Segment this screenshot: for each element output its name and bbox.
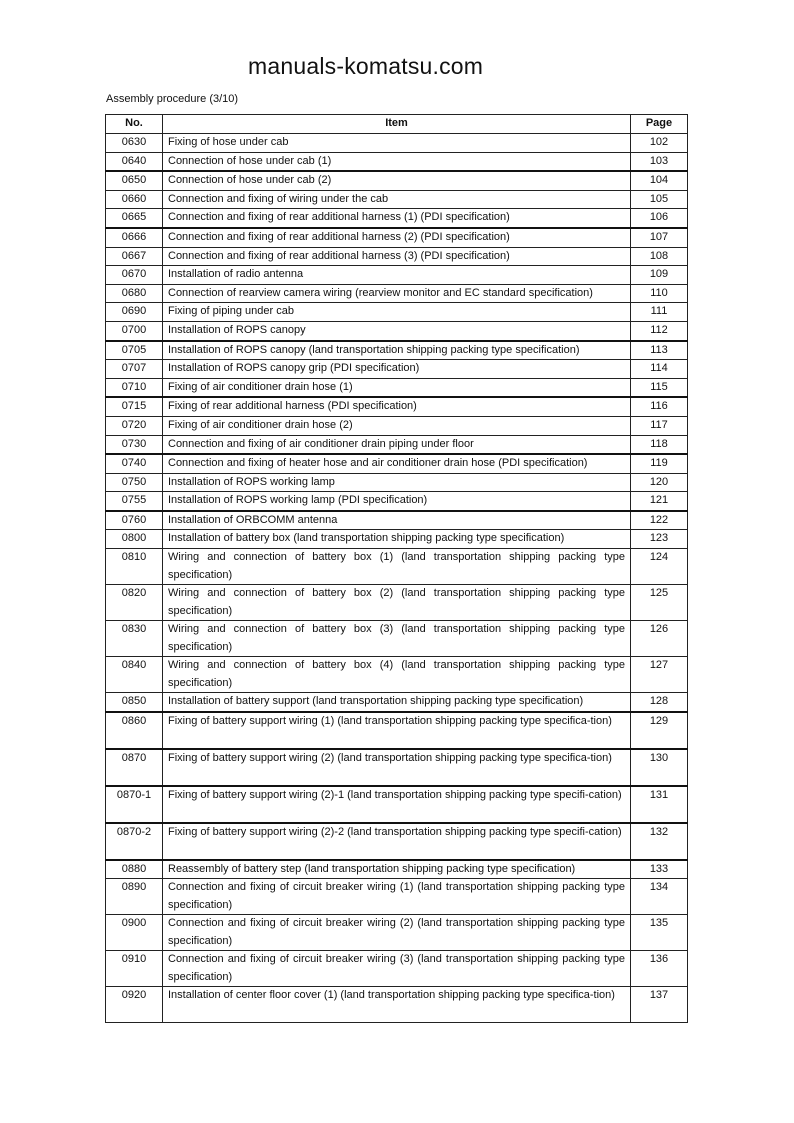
table-row: [106, 303, 688, 322]
table-row: [106, 473, 688, 492]
header-page: Page: [631, 115, 688, 134]
row-number: 0690: [106, 303, 163, 322]
row-page: 102: [631, 134, 688, 153]
row-page: 127: [631, 657, 688, 693]
row-item: Connection and fixing of rear additional harness (3) (PDI specification): [163, 247, 631, 266]
row-number: 0910: [106, 951, 163, 987]
row-page: 125: [631, 585, 688, 621]
row-item: Fixing of air conditioner drain hose (2): [163, 416, 631, 435]
table-row: [106, 134, 688, 153]
row-number: 0870-2: [106, 823, 163, 860]
row-page: 129: [631, 712, 688, 749]
row-number: 0650: [106, 171, 163, 190]
table-row: [106, 712, 688, 749]
table-row: [106, 860, 688, 879]
row-number: 0820: [106, 585, 163, 621]
row-page: 109: [631, 266, 688, 285]
table-row: [106, 152, 688, 171]
table-row: [106, 530, 688, 549]
row-item: Fixing of piping under cab: [163, 303, 631, 322]
row-item: Fixing of battery support wiring (2)-2 (land transportation shipping packing type specifi-cation): [163, 823, 631, 860]
row-item: Connection of hose under cab (1): [163, 152, 631, 171]
row-number: 0630: [106, 134, 163, 153]
row-number: 0760: [106, 511, 163, 530]
table-body: [106, 134, 688, 1023]
row-number: 0640: [106, 152, 163, 171]
table-row: [106, 749, 688, 786]
row-item: Installation of radio antenna: [163, 266, 631, 285]
table-row: [106, 585, 688, 621]
row-page: 126: [631, 621, 688, 657]
table-row: [106, 987, 688, 1023]
table-row: [106, 621, 688, 657]
row-item: Installation of ORBCOMM antenna: [163, 511, 631, 530]
row-item: Fixing of air conditioner drain hose (1): [163, 378, 631, 397]
row-number: 0840: [106, 657, 163, 693]
row-item: Fixing of battery support wiring (2) (land transportation shipping packing type specifica-tion): [163, 749, 631, 786]
table-header-row: [106, 115, 688, 134]
table-row: [106, 397, 688, 416]
table-row: [106, 228, 688, 247]
assembly-procedure-table: [105, 114, 688, 1023]
row-item: Connection and fixing of circuit breaker wiring (1) (land transportation shipping packing type specification): [163, 879, 631, 915]
row-page: 136: [631, 951, 688, 987]
table-row: [106, 209, 688, 228]
row-number: 0870: [106, 749, 163, 786]
row-item: Installation of center floor cover (1) (land transportation shipping packing type specifica-tion): [163, 987, 631, 1023]
row-page: 135: [631, 915, 688, 951]
table-row: [106, 416, 688, 435]
table-row: [106, 951, 688, 987]
watermark: manuals-komatsu.com: [248, 53, 484, 79]
row-item: Installation of ROPS working lamp (PDI specification): [163, 492, 631, 511]
row-page: 128: [631, 693, 688, 712]
row-number: 0900: [106, 915, 163, 951]
header-no: No.: [106, 115, 163, 134]
table-row: [106, 879, 688, 915]
row-item: Fixing of hose under cab: [163, 134, 631, 153]
row-number: 0870-1: [106, 786, 163, 823]
row-item: Connection and fixing of heater hose and air conditioner drain hose (PDI specification): [163, 454, 631, 473]
row-page: 105: [631, 190, 688, 209]
table-row: [106, 454, 688, 473]
row-page: 124: [631, 549, 688, 585]
table-row: [106, 266, 688, 285]
row-number: 0670: [106, 266, 163, 285]
row-number: 0750: [106, 473, 163, 492]
row-number: 0800: [106, 530, 163, 549]
table-row: [106, 915, 688, 951]
row-item: Installation of ROPS working lamp: [163, 473, 631, 492]
header-item: Item: [163, 115, 631, 134]
table-row: [106, 492, 688, 511]
table-row: [106, 435, 688, 454]
row-page: 103: [631, 152, 688, 171]
row-page: 104: [631, 171, 688, 190]
row-item: Reassembly of battery step (land transportation shipping packing type specification): [163, 860, 631, 879]
row-number: 0810: [106, 549, 163, 585]
section-caption: Assembly procedure (3/10): [106, 93, 239, 105]
row-page: 115: [631, 378, 688, 397]
row-page: 137: [631, 987, 688, 1023]
row-number: 0830: [106, 621, 163, 657]
row-item: Installation of ROPS canopy: [163, 321, 631, 340]
row-item: Wiring and connection of battery box (1) (land transportation shipping packing type specification): [163, 549, 631, 585]
row-item: Connection of hose under cab (2): [163, 171, 631, 190]
row-page: 117: [631, 416, 688, 435]
row-item: Connection and fixing of wiring under the cab: [163, 190, 631, 209]
row-item: Installation of ROPS canopy (land transportation shipping packing type specification): [163, 341, 631, 360]
row-item: Fixing of battery support wiring (2)-1 (land transportation shipping packing type specifi-cation): [163, 786, 631, 823]
row-page: 123: [631, 530, 688, 549]
row-item: Connection and fixing of circuit breaker wiring (2) (land transportation shipping packing type specification): [163, 915, 631, 951]
row-number: 0715: [106, 397, 163, 416]
row-page: 106: [631, 209, 688, 228]
row-item: Wiring and connection of battery box (3) (land transportation shipping packing type specification): [163, 621, 631, 657]
row-number: 0920: [106, 987, 163, 1023]
row-page: 114: [631, 360, 688, 379]
table-row: [106, 247, 688, 266]
row-item: Installation of battery support (land transportation shipping packing type specification): [163, 693, 631, 712]
row-item: Installation of ROPS canopy grip (PDI specification): [163, 360, 631, 379]
row-page: 118: [631, 435, 688, 454]
row-item: Connection and fixing of rear additional harness (2) (PDI specification): [163, 228, 631, 247]
table-row: [106, 284, 688, 303]
table-row: [106, 511, 688, 530]
table-row: [106, 657, 688, 693]
table-row: [106, 190, 688, 209]
table-row: [106, 341, 688, 360]
row-page: 110: [631, 284, 688, 303]
table-row: [106, 549, 688, 585]
table-row: [106, 693, 688, 712]
row-page: 112: [631, 321, 688, 340]
row-page: 121: [631, 492, 688, 511]
row-number: 0860: [106, 712, 163, 749]
row-item: Connection and fixing of rear additional harness (1) (PDI specification): [163, 209, 631, 228]
row-number: 0680: [106, 284, 163, 303]
row-page: 122: [631, 511, 688, 530]
row-number: 0740: [106, 454, 163, 473]
row-item: Connection of rearview camera wiring (rearview monitor and EC standard specification): [163, 284, 631, 303]
table-row: [106, 360, 688, 379]
table-row: [106, 786, 688, 823]
row-number: 0705: [106, 341, 163, 360]
row-page: 133: [631, 860, 688, 879]
row-page: 130: [631, 749, 688, 786]
row-item: Installation of battery box (land transportation shipping packing type specification): [163, 530, 631, 549]
row-number: 0720: [106, 416, 163, 435]
row-number: 0755: [106, 492, 163, 511]
table-row: [106, 321, 688, 340]
row-item: Connection and fixing of air conditioner drain piping under floor: [163, 435, 631, 454]
row-page: 111: [631, 303, 688, 322]
row-page: 132: [631, 823, 688, 860]
row-number: 0890: [106, 879, 163, 915]
row-number: 0880: [106, 860, 163, 879]
row-page: 108: [631, 247, 688, 266]
row-page: 119: [631, 454, 688, 473]
row-number: 0850: [106, 693, 163, 712]
row-page: 131: [631, 786, 688, 823]
row-number: 0710: [106, 378, 163, 397]
row-number: 0665: [106, 209, 163, 228]
row-number: 0700: [106, 321, 163, 340]
row-item: Fixing of rear additional harness (PDI specification): [163, 397, 631, 416]
row-item: Connection and fixing of circuit breaker wiring (3) (land transportation shipping packing type specification): [163, 951, 631, 987]
row-item: Wiring and connection of battery box (4) (land transportation shipping packing type specification): [163, 657, 631, 693]
row-page: 107: [631, 228, 688, 247]
row-number: 0666: [106, 228, 163, 247]
row-item: Fixing of battery support wiring (1) (land transportation shipping packing type specifica-tion): [163, 712, 631, 749]
table-row: [106, 823, 688, 860]
row-item: Wiring and connection of battery box (2) (land transportation shipping packing type specification): [163, 585, 631, 621]
row-number: 0707: [106, 360, 163, 379]
table-row: [106, 171, 688, 190]
row-number: 0667: [106, 247, 163, 266]
row-page: 120: [631, 473, 688, 492]
row-page: 113: [631, 341, 688, 360]
row-number: 0730: [106, 435, 163, 454]
row-page: 116: [631, 397, 688, 416]
row-page: 134: [631, 879, 688, 915]
row-number: 0660: [106, 190, 163, 209]
table-row: [106, 378, 688, 397]
